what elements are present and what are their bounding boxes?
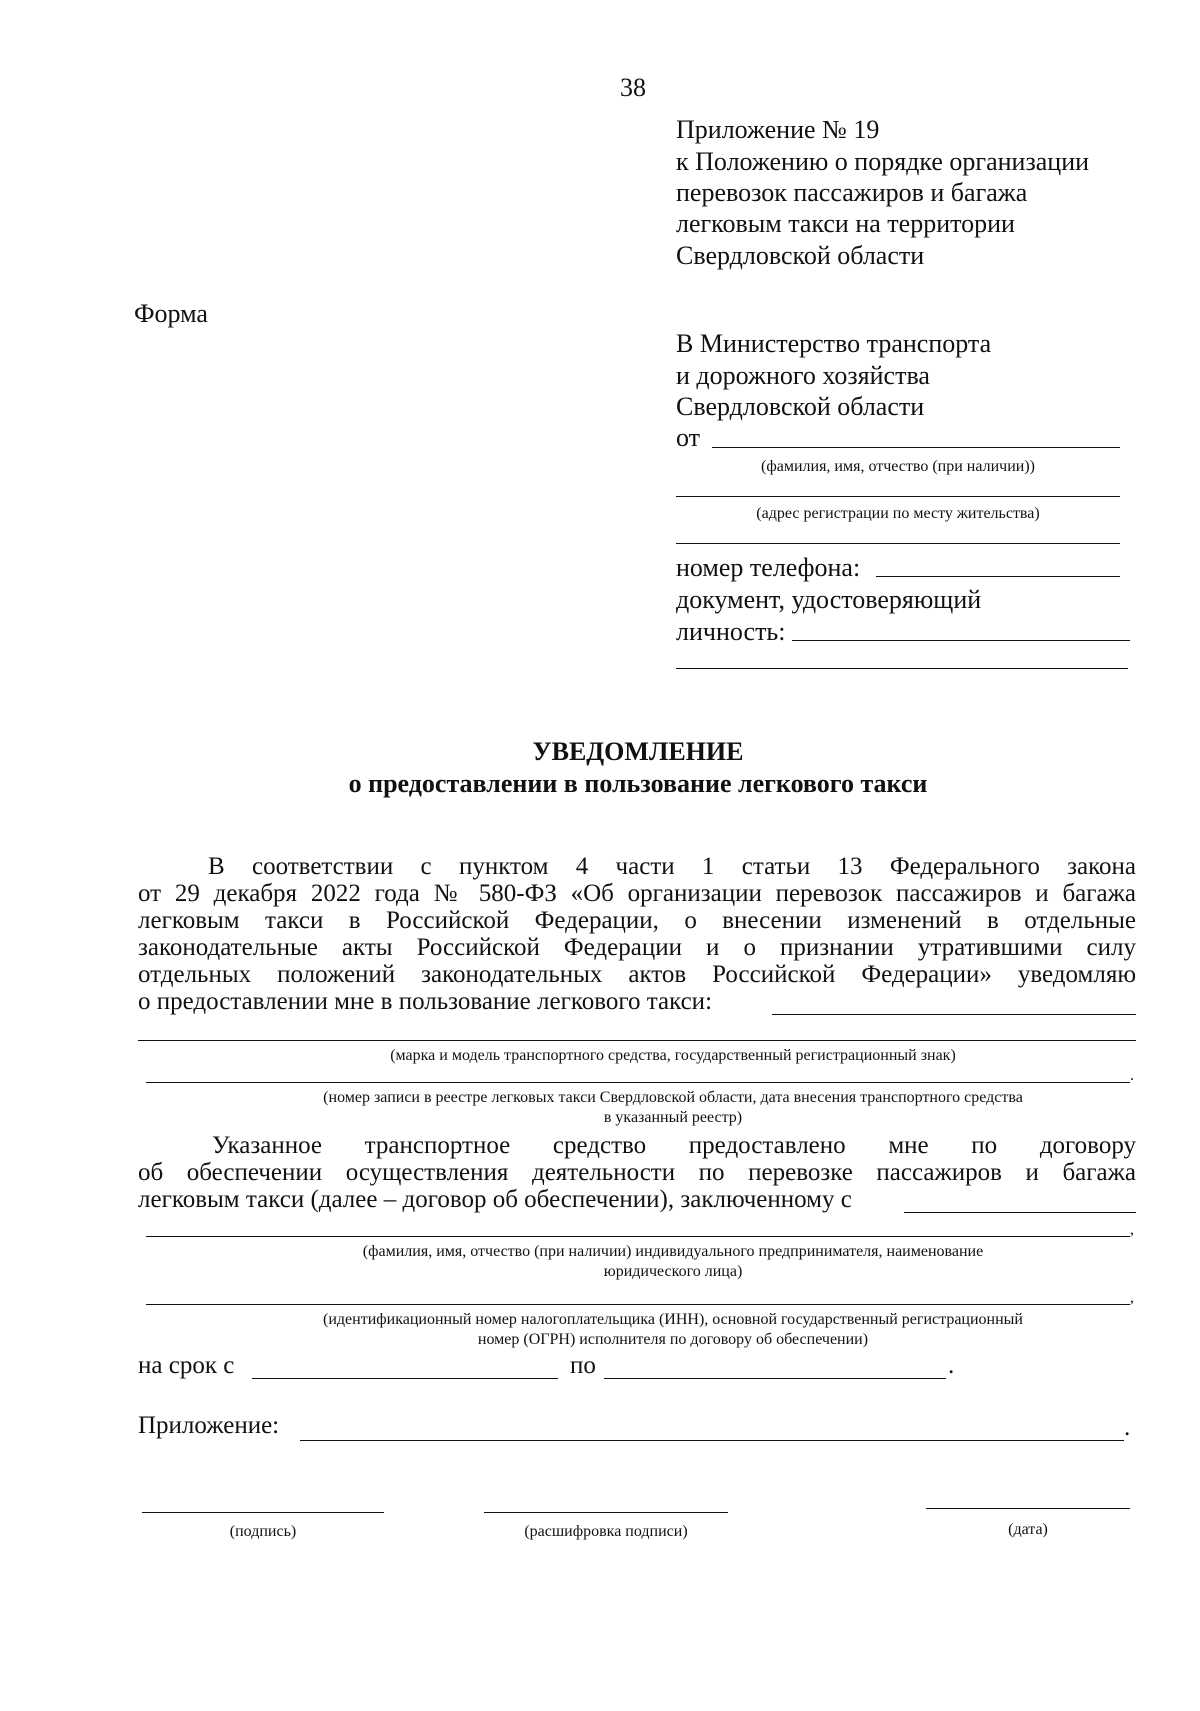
address-field-line2[interactable] xyxy=(676,543,1120,544)
inn-field[interactable] xyxy=(146,1304,1130,1305)
attachment-field[interactable] xyxy=(300,1440,1124,1441)
taxi-field[interactable] xyxy=(772,1014,1136,1015)
signature-caption: (подпись) xyxy=(229,1523,297,1540)
inn-caption-2: номер (ОГРН) исполнителя по договору об обеспечении) xyxy=(477,1331,869,1348)
date-field[interactable] xyxy=(926,1508,1130,1509)
inn-caption: (идентификационный номер налогоплательщика (ИНН), основной государственный регистрационный xyxy=(323,1311,1023,1328)
registry-period: . xyxy=(1130,1067,1134,1084)
addressee-line: и дорожного хозяйства xyxy=(676,361,930,390)
id-doc-label: документ, удостоверяющий xyxy=(676,585,982,614)
appendix-line: перевозок пассажиров и багажа xyxy=(676,178,1028,207)
from-caption: (фамилия, имя, отчество (при наличии)) xyxy=(761,458,1035,475)
body-line: отдельных положений законодательных актов Российской Федерации» уведомляю xyxy=(138,961,1136,988)
entity-field[interactable] xyxy=(146,1236,1130,1237)
decoding-caption: (расшифровка подписи) xyxy=(524,1523,688,1540)
entity-caption: (фамилия, имя, отчество (при наличии) индивидуального предпринимателя, наименование xyxy=(362,1243,984,1260)
registry-caption: (номер записи в реестре легковых такси Свердловской области, дата внесения транспортного средства xyxy=(323,1089,1023,1106)
attachment-period: . xyxy=(1124,1414,1131,1441)
page-number: 38 xyxy=(620,73,646,102)
vehicle-field[interactable] xyxy=(138,1040,1136,1041)
appendix-line: легковым такси на территории xyxy=(676,209,1015,238)
registry-caption-2: в указанный реестр) xyxy=(603,1109,743,1126)
id-doc-field[interactable] xyxy=(792,640,1130,641)
registry-field[interactable] xyxy=(146,1082,1130,1083)
body-line-last: о предоставлении мне в пользование легкового такси: xyxy=(138,988,713,1015)
body-line: легковым такси в Российской Федерации, о внесении изменений в отдельные xyxy=(138,907,1136,934)
appendix-line: Свердловской области xyxy=(676,241,925,270)
vehicle-caption: (марка и модель транспортного средства, государственный регистрационный знак) xyxy=(390,1047,956,1064)
address-caption: (адрес регистрации по месту жительства) xyxy=(756,505,1040,522)
address-field[interactable] xyxy=(676,496,1120,497)
body-line: Указанное транспортное средство предоставлено мне по договору xyxy=(212,1132,1136,1159)
body-line: В соответствии с пунктом 4 части 1 статьи 13 Федерального закона xyxy=(208,853,1136,880)
body-line: об обеспечении осуществления деятельности по перевозке пассажиров и багажа xyxy=(138,1159,1136,1186)
from-label: от xyxy=(676,423,701,452)
body-line-last: легковым такси (далее – договор об обеспечении), заключенному с xyxy=(138,1186,852,1213)
attachment-label: Приложение: xyxy=(138,1412,280,1439)
notice-title: УВЕДОМЛЕНИЕ xyxy=(532,737,744,766)
id-doc-field-line2[interactable] xyxy=(676,668,1128,669)
term-to-field[interactable] xyxy=(604,1378,946,1379)
contractor-field[interactable] xyxy=(904,1212,1136,1213)
inn-comma: , xyxy=(1130,1289,1134,1306)
from-name-field[interactable] xyxy=(712,447,1120,448)
body-line: от 29 декабря 2022 года № 580-ФЗ «Об организации перевозок пассажиров и багажа xyxy=(138,880,1136,907)
term-from-field[interactable] xyxy=(252,1378,558,1379)
addressee-line: Свердловской области xyxy=(676,392,925,421)
entity-comma: , xyxy=(1130,1221,1134,1238)
entity-caption-2: юридического лица) xyxy=(603,1263,743,1280)
term-period: . xyxy=(948,1352,955,1379)
body-line: законодательные акты Российской Федерации и о признании утратившими силу xyxy=(138,934,1136,961)
signature-decoding-field[interactable] xyxy=(484,1512,728,1513)
addressee-line: В Министерство транспорта xyxy=(676,329,992,358)
term-to-label: по xyxy=(570,1352,596,1379)
id-doc-label-2: личность: xyxy=(676,617,786,646)
term-from-label: на срок с xyxy=(138,1352,235,1379)
signature-field[interactable] xyxy=(142,1512,384,1513)
appendix-title: Приложение № 19 xyxy=(676,115,880,144)
appendix-line: к Положению о порядке организации xyxy=(676,147,1090,176)
notice-subtitle: о предоставлении в пользование легкового такси xyxy=(348,769,928,798)
phone-field[interactable] xyxy=(876,576,1120,577)
date-caption: (дата) xyxy=(1008,1521,1048,1538)
form-label: Форма xyxy=(134,299,208,328)
phone-label: номер телефона: xyxy=(676,553,861,582)
